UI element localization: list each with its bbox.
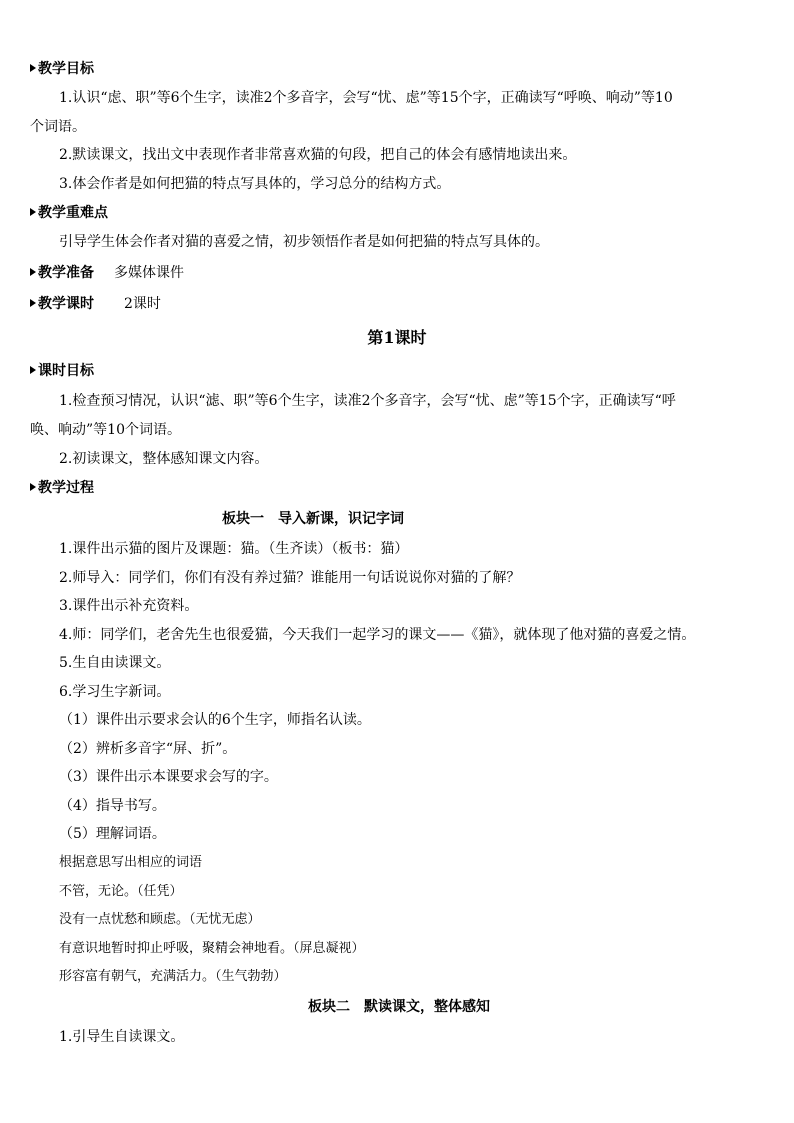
lesson-goal-1: 1.检查预习情况，认识“滤、职”等6个生字，读准2个多音字，会写“忧、虑”等15个字，正确读写“呼 <box>59 393 676 409</box>
block2-step: 1.引导生自读课文。 <box>59 1029 185 1045</box>
block1-substep: （5）理解词语。 <box>59 826 166 842</box>
triangle-bullet-icon <box>30 483 36 491</box>
key-points-text: 引导学生体会作者对猫的喜爱之情，初步领悟作者是如何把猫的特点写具体的。 <box>59 234 549 250</box>
prep-value: 多媒体课件 <box>114 265 184 281</box>
exercise-item: 形容富有朝气，充满活力。（生气勃勃） <box>59 969 287 984</box>
prep-row: 教学准备 多媒体课件 <box>30 264 184 282</box>
exercise-item: 有意识地暂时抑止呼吸，聚精会神地看。（屏息凝视） <box>59 941 365 956</box>
triangle-bullet-icon <box>30 299 36 307</box>
block1-title: 板块一 导入新课，识记字词 <box>222 511 404 527</box>
block1-substep: （1）课件出示要求会认的6个生字，师指名认读。 <box>59 712 371 728</box>
goal-item-2: 2.默读课文，找出文中表现作者非常喜欢猫的句段，把自己的体会有感情地读出来。 <box>59 147 577 163</box>
goal-item-1-cont: 个词语。 <box>30 119 86 135</box>
block1-step: 6.学习生字新词。 <box>59 684 171 700</box>
goal-item-3: 3.体会作者是如何把猫的特点写具体的，学习总分的结构方式。 <box>59 176 451 192</box>
exercise-instruction: 根据意思写出相应的词语 <box>59 855 203 870</box>
block1-substep: （3）课件出示本课要求会写的字。 <box>59 769 278 785</box>
triangle-bullet-icon <box>30 64 36 72</box>
exercise-item: 没有一点忧愁和顾虑。（无忧无虑） <box>59 912 261 927</box>
exercise-item: 不管，无论。（任凭） <box>59 884 183 899</box>
goals-heading: 教学目标 <box>30 60 94 78</box>
lesson-goal-2: 2.初读课文，整体感知课文内容。 <box>59 451 269 467</box>
lesson-title: 第1课时 <box>367 328 427 347</box>
hours-value: 2课时 <box>124 296 161 312</box>
block1-substep: （4）指导书写。 <box>59 798 166 814</box>
lesson-goal-1-cont: 唤、响动”等10个词语。 <box>30 422 181 438</box>
hours-row: 教学课时 2课时 <box>30 295 161 313</box>
block1-step: 3.课件出示补充资料。 <box>59 598 199 614</box>
process-heading: 教学过程 <box>30 479 94 497</box>
lesson-goals-heading: 课时目标 <box>30 362 94 380</box>
goal-item-1: 1.认识“虑、职”等6个生字，读准2个多音字，会写“忧、虑”等15个字，正确读写“呼唤、响动”等10 <box>59 90 673 106</box>
triangle-bullet-icon <box>30 366 36 374</box>
triangle-bullet-icon <box>30 208 36 216</box>
block1-step: 4.师：同学们，老舍先生也很爱猫，今天我们一起学习的课文——《猫》，就体现了他对猫的喜爱之情。 <box>59 627 696 643</box>
block1-substep: （2）辨析多音字“屏、折”。 <box>59 741 237 757</box>
key-points-heading: 教学重难点 <box>30 204 108 222</box>
block1-step: 1.课件出示猫的图片及课题：猫。（生齐读）（板书：猫） <box>59 541 409 557</box>
block1-step: 2.师导入：同学们，你们有没有养过猫？谁能用一句话说说你对猫的了解？ <box>59 570 521 586</box>
block1-step: 5.生自由读课文。 <box>59 655 171 671</box>
triangle-bullet-icon <box>30 268 36 276</box>
block2-title: 板块二 默读课文，整体感知 <box>308 999 490 1015</box>
